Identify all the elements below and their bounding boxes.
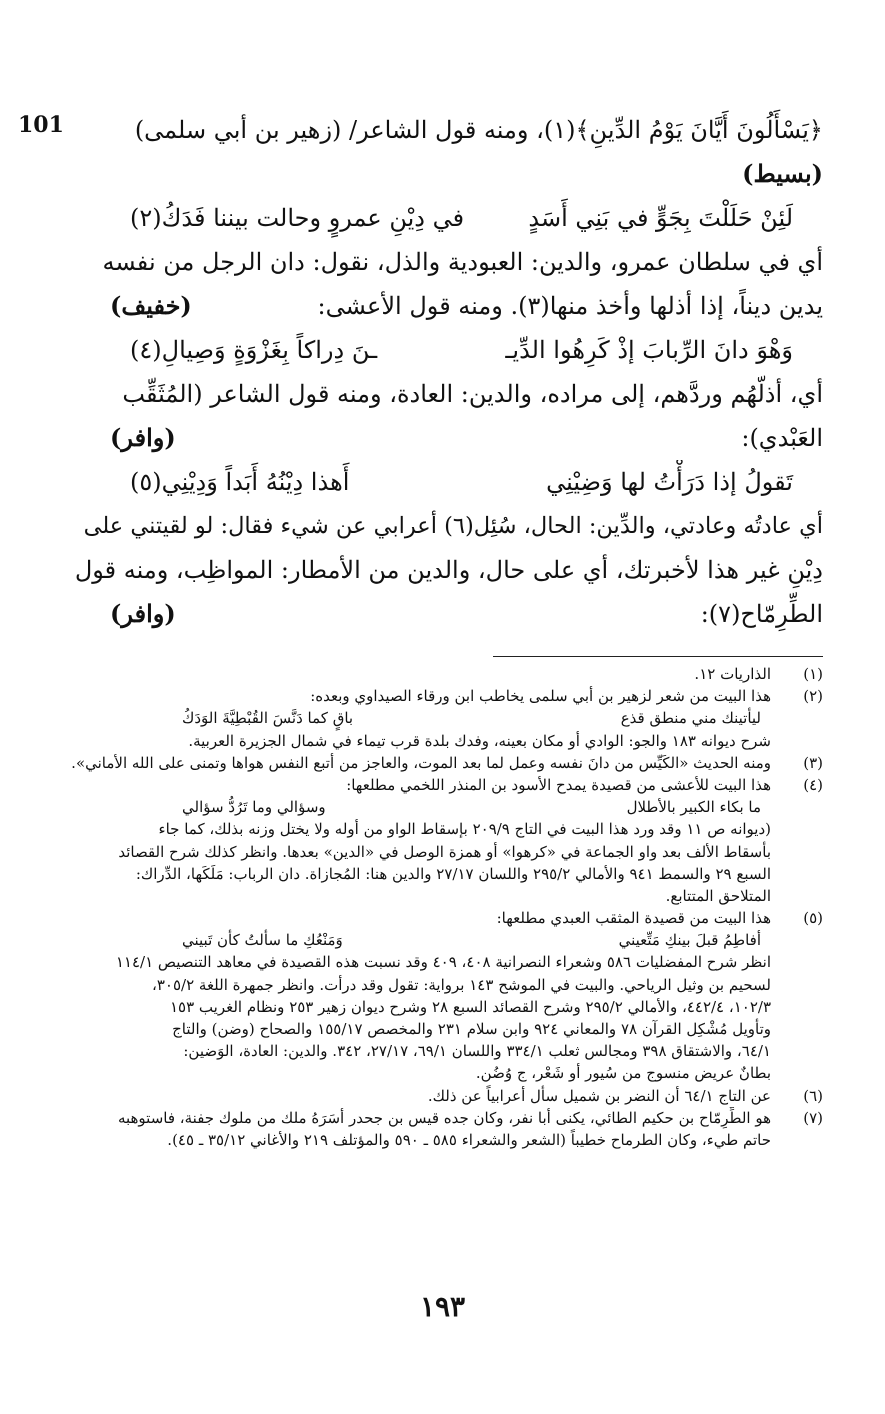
main-line — [70, 416, 823, 460]
footnote — [62, 1107, 823, 1151]
footnote-number: (٦) — [803, 1086, 823, 1105]
footnote-number: (٢) — [803, 687, 823, 706]
verse-line — [70, 196, 823, 240]
footnote-body — [62, 774, 783, 907]
footnote-line: انظر شرح المفضليات ٥٨٦ وشعراء النصرانية ٤٠٨، ٤٠٩ وقد نسبت هذه القصيدة في معاهد التنصيص ١١٤/١ — [115, 953, 771, 972]
footnote-number: (٤) — [803, 775, 823, 794]
footnote — [62, 774, 823, 907]
footnote-body — [62, 663, 783, 685]
footnote-line: هذا البيت من شعر لزهير بن أبي سلمى يخاطب ابن ورقاء الصيداوي وبعده: — [310, 687, 771, 706]
verse-hemistich: أَهذا دِيْنُهُ أَبَداً وَدِيْنِي(٥) — [130, 468, 350, 496]
footnote — [62, 663, 823, 685]
footnote-line: هذا البيت للأعشى من قصيدة يمدح الأسود بن المنذر اللخمي مطلعها: — [346, 775, 771, 794]
footnote-line: عن التاج ٦٤/١ أن النضر بن شميل سأل أعرابياً عن ذلك. — [427, 1086, 771, 1105]
page-number: ١٩٣ — [419, 1290, 466, 1323]
meter-label: (وافر) — [110, 599, 176, 628]
footnote-number: (١) — [803, 665, 823, 683]
verse-hemistich: وَهْوَ دانَ الرِّبابَ إذْ كَرِهُوا الدِّيـ — [505, 336, 793, 364]
verse-hemistich: وَمَنْعُكِ ما سألتُ كأن تَبيني — [182, 931, 343, 950]
footnote-separator — [493, 656, 823, 657]
footnote — [62, 752, 823, 774]
verse-hemistich: في دِيْنِ عمروٍ وحالت بيننا فَدَكُ(٢) — [130, 204, 465, 232]
verse-hemistich: أفاطِمُ قبلَ بينكِ مَتِّعيني — [618, 931, 761, 950]
main-line: أي في سلطان عمرو، والدين: العبودية والذل، نقول: دان الرجل من نفسه — [102, 248, 823, 276]
footnote-verse — [62, 707, 771, 729]
meter-label: (بسيط) — [742, 159, 823, 188]
footnote-verse — [62, 796, 771, 818]
verse-line — [70, 328, 823, 372]
footnote — [62, 907, 823, 1085]
manuscript-folio-number: 101 — [18, 112, 64, 138]
footnote — [62, 1085, 823, 1107]
main-line: ﴿يَسْأَلُونَ أَيَّانَ يَوْمُ الدِّينِ﴾(١)، ومنه قول الشاعر/ (زهير بن أبي سلمى) — [134, 116, 823, 144]
footnote-line: الذاريات ١٢. — [694, 665, 771, 683]
main-line — [70, 152, 823, 196]
footnote-line: لسحيم بن وثيل الرياحي. والبيت في الموشح ١٤٣ برواية: تقول وقد درأت. وانظر جمهرة اللغة ٣٠٥/٢، — [152, 975, 771, 994]
verse-hemistich: ليأتينك مني منطق قذع — [620, 709, 761, 728]
main-line — [70, 284, 823, 328]
footnote-line: بأسقاط الألف بعد واو الجماعة في «كرهوا» أو همزة الوصل في «الدين» بعدها. وانظر كذلك شرح القصائد — [118, 842, 771, 861]
footnote-line: السبع ٢٩ والسمط ٩٤١ والأمالي ٢٩٥/٢ واللسان ٢٧/١٧ والدين هنا: المُجازاة. دان الرباب: مَلَكَها، الدِّراك: — [135, 864, 771, 883]
footnote-line: المتلاحق المتتابع. — [665, 886, 771, 905]
footnote-body — [62, 752, 783, 774]
footnote-line: وتأويل مُشْكِل القرآن ٧٨ والمعاني ٩٢٤ وابن سلام ٢٣١ والمخصص ١٥٥/١٧ والصحاح (وضن) والتاج — [172, 1020, 771, 1039]
verse-hemistich: ما بكاء الكبير بالأطلال — [626, 798, 761, 817]
main-line-text: العَبْدي): — [741, 424, 823, 452]
footnote-line: (ديوانه ص ١١ وقد ورد هذا البيت في التاج ٢٠٩/٩ بإسقاط الواو من أوله ولا يختل وزنه بذلك، كما جاء — [158, 820, 771, 839]
meter-label: (خفيف) — [110, 291, 192, 320]
footnote-verse — [62, 929, 771, 951]
meter-label: (وافر) — [110, 423, 176, 452]
footnote-line: هو الطِّرِمّاح بن حكيم الطائي، يكنى أبا نفر، وكان جده قيس بن جحدر أسَرَهُ ملك من ملوك جفنة، فاستوهبه — [117, 1108, 771, 1127]
footnote-line: هذا البيت من قصيدة المثقب العبدي مطلعها: — [496, 909, 771, 928]
footnote-line: ٦٤/١، والاشتقاق ٣٩٨ ومجالس ثعلب ٣٣٤/١ واللسان ٦٩/١، ٢٧/١٧، ٣٤٢. والدين: العادة، الوَضين: — [183, 1042, 771, 1061]
verse-hemistich: باقٍ كما دَنَّسَ القُبْطِيَّةَ الوَدَكُ — [182, 709, 354, 728]
main-line-text: يدين ديناً، إذا أذلها وأخذ منها(٣). ومنه قول الأعشى: — [317, 292, 823, 320]
footnote-number: (٧) — [803, 1108, 823, 1127]
verse-hemistich: وسؤالي وما تَرُدُّ سؤالي — [182, 798, 326, 817]
main-line — [70, 592, 823, 636]
footnote-number: (٥) — [803, 909, 823, 928]
footnote-body — [62, 685, 783, 752]
footnote-line: حاتم طيء، وكان الطرماح خطيباً (الشعر والشعراء ٥٨٥ ـ ٥٩٠ والمؤتلف ٢١٩ والأغاني ٣٥/١٢ ـ ٤٥). — [167, 1130, 771, 1149]
verse-hemistich: تَقولُ إذا دَرَأْتُ لها وَضِيْنِي — [546, 468, 793, 496]
main-line: دِيْنِ غير هذا لأخبرتك، أي على حال، والدين من الأمطار: المواظِب، ومنه قول — [74, 556, 823, 584]
footnote-line: بطانٌ عريض منسوج من سُيور أو شَعْر، ج وُضُن. — [475, 1064, 771, 1083]
verse-hemistich: ـنَ دِراكاً بِغَزْوَةٍ وَصِيالِ(٤) — [130, 336, 378, 364]
footnote-body — [62, 907, 783, 1085]
main-line: أي عادتُه وعادتي، والدِّين: الحال، سُئِل(٦) أعرابي عن شيء فقال: لو لقيتني على — [83, 513, 823, 539]
main-line-text: الطِّرِمّاح(٧): — [700, 600, 823, 628]
footnote-line: ومنه الحديث «الكَيِّس من دانَ نفسه وعمل لما بعد الموت، والعاجز من أتبع النفس هواها وتمنى على الله الأماني». — [71, 753, 771, 772]
footnote-body — [62, 1107, 783, 1151]
footnote — [62, 685, 823, 752]
footnote-line: ١٠٢/٣، ٤٤٢/٤، والأمالي ٢٩٥/٢ وشرح القصائد السبع ٢٨ وشرح ديوان زهير ٢٥٣ ونظام الغريب ١٥٣ — [169, 997, 771, 1016]
verse-line — [70, 460, 823, 504]
verse-hemistich: لَئِنْ حَلَلْتَ بِجَوٍّ في بَنِي أَسَدٍ — [528, 204, 793, 232]
main-text — [70, 108, 823, 636]
main-line: أي، أذلّهُم وردَّهم، إلى مراده، والدين: العادة، ومنه قول الشاعر (المُثَقِّب — [122, 380, 823, 408]
footnote-body — [62, 1085, 783, 1107]
footnote-line: شرح ديوانه ١٨٣ والجو: الوادي أو مكان بعينه، وفدك بلدة قرب تيماء في شمال الجزيرة العربية. — [188, 731, 771, 750]
footnotes — [62, 663, 823, 1151]
footnote-number: (٣) — [803, 753, 823, 772]
